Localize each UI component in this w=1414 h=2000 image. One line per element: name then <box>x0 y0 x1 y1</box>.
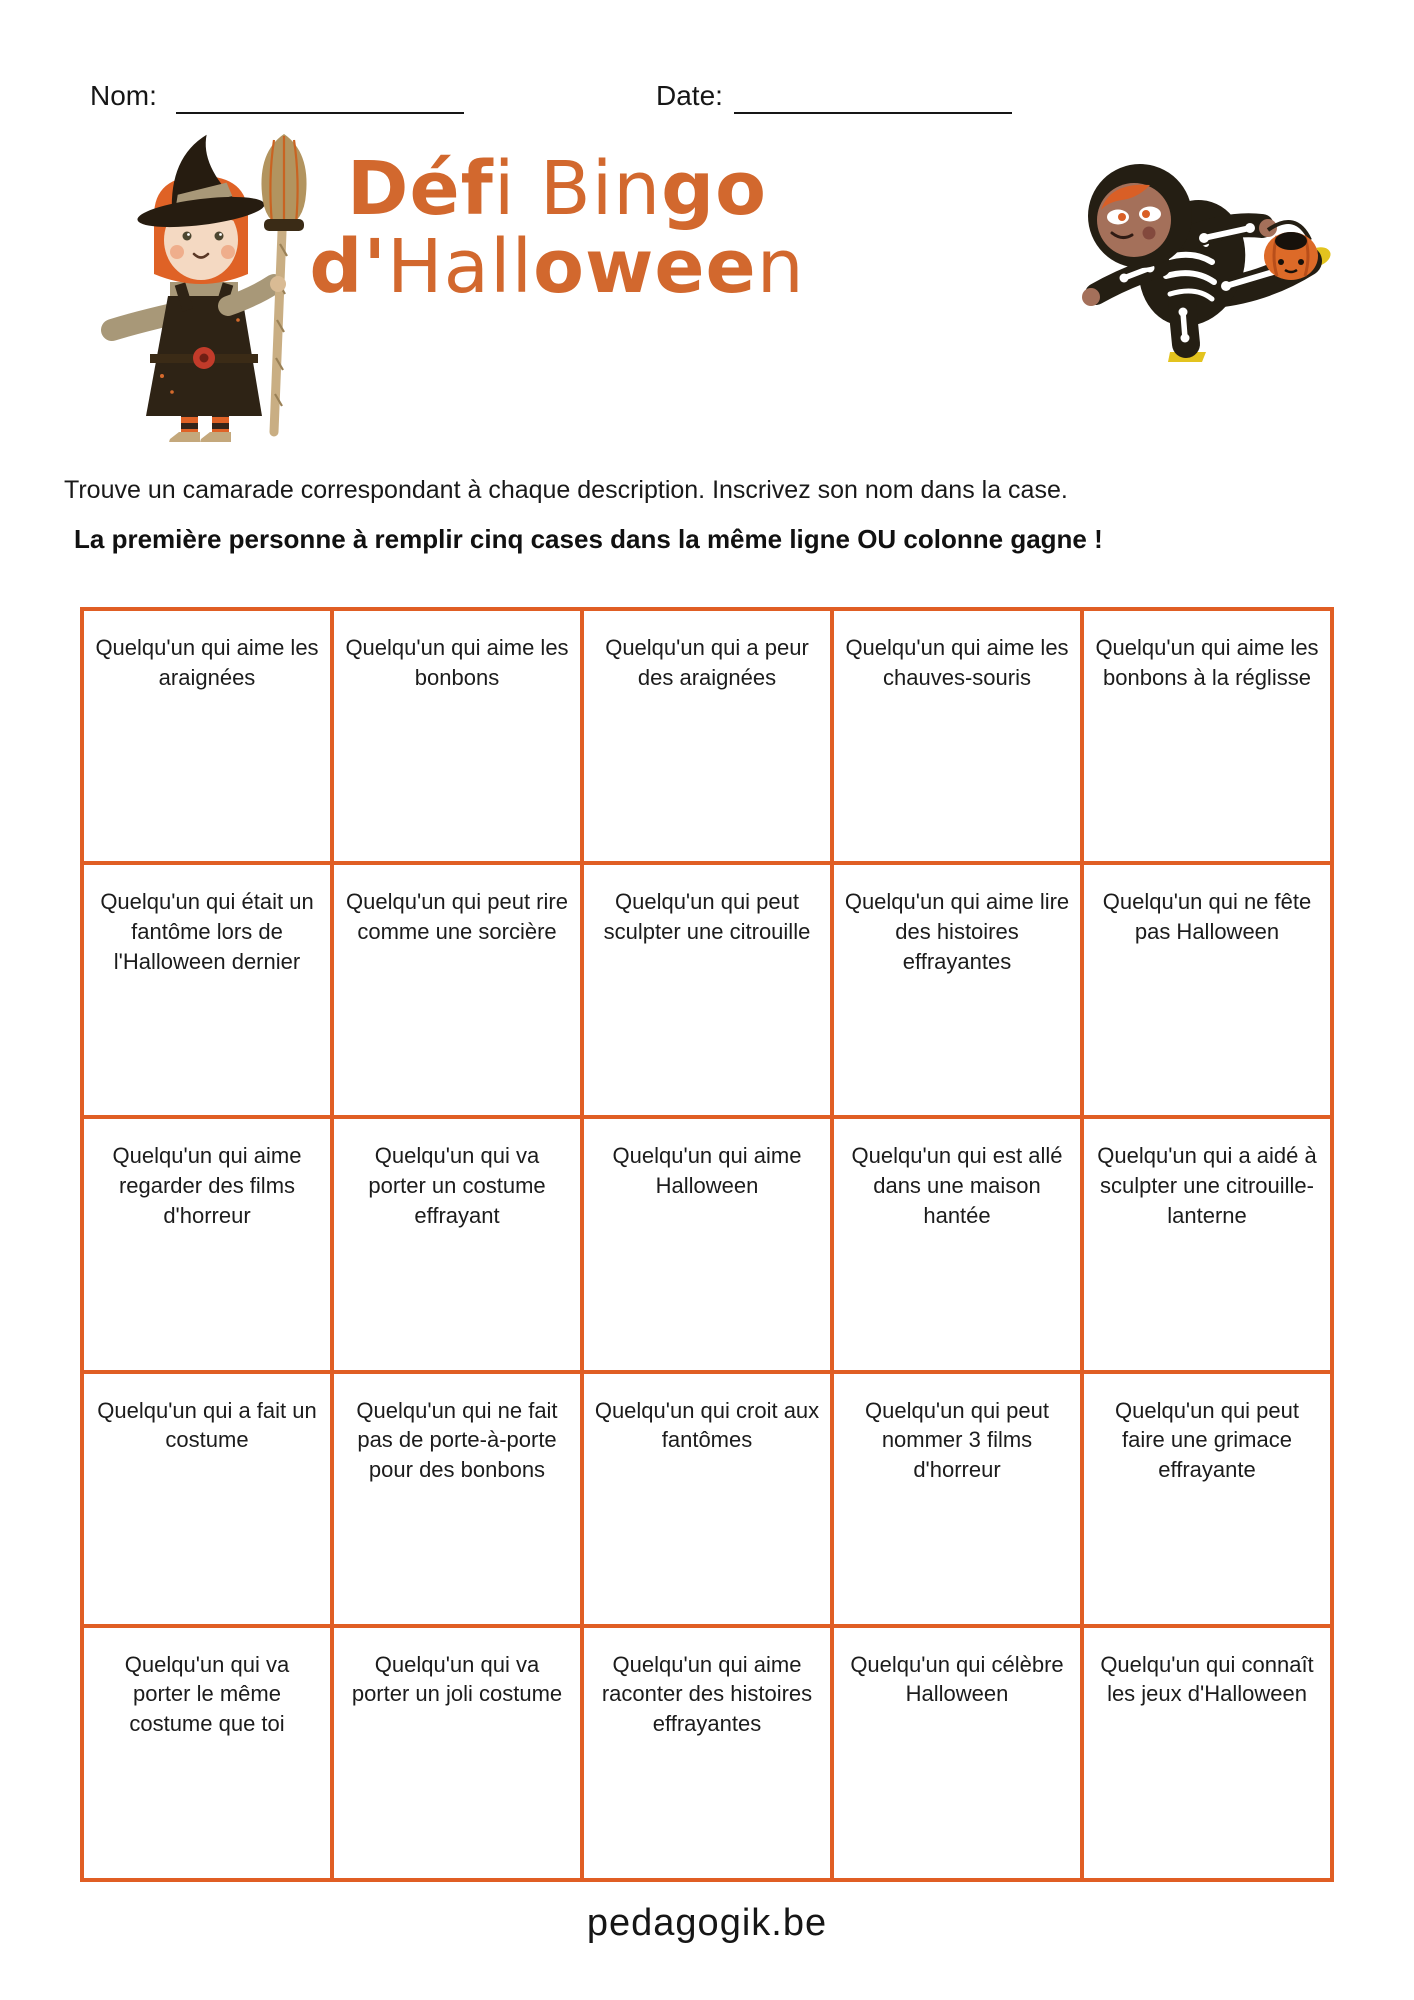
bingo-cell-r4c4: Quelqu'un qui peut nommer 3 films d'horreur <box>832 1372 1082 1626</box>
bingo-cell-r1c1: Quelqu'un qui aime les araignées <box>82 609 332 863</box>
name-label: Nom: <box>90 80 157 111</box>
bingo-cell-r4c1: Quelqu'un qui a fait un costume <box>82 1372 332 1626</box>
date-write-line <box>734 82 1012 114</box>
bingo-cell-r5c1: Quelqu'un qui va porter le même costume que toi <box>82 1626 332 1880</box>
bingo-cell-r5c5: Quelqu'un qui connaît les jeux d'Halloween <box>1082 1626 1332 1880</box>
skeleton-illustration <box>1064 138 1344 363</box>
footer-site: pedagogik.be <box>586 1902 828 1944</box>
bingo-grid <box>80 607 1334 1882</box>
bingo-cell-r3c5: Quelqu'un qui a aidé à sculpter une citrouille-lanterne <box>1082 1117 1332 1371</box>
bingo-cell-r5c4: Quelqu'un qui célèbre Halloween <box>832 1626 1082 1880</box>
bingo-cell-r2c5: Quelqu'un qui ne fête pas Halloween <box>1082 863 1332 1117</box>
title-line-1: Défi Bingo <box>347 146 767 232</box>
bingo-cell-r1c3: Quelqu'un qui a peur des araignées <box>582 609 832 863</box>
bingo-cell-r3c1: Quelqu'un qui aime regarder des films d'horreur <box>82 1117 332 1371</box>
bingo-cell-r3c3: Quelqu'un qui aime Halloween <box>582 1117 832 1371</box>
bingo-cell-r4c3: Quelqu'un qui croit aux fantômes <box>582 1372 832 1626</box>
bingo-cell-r2c3: Quelqu'un qui peut sculpter une citrouille <box>582 863 832 1117</box>
bingo-cell-r4c2: Quelqu'un qui ne fait pas de porte-à-porte pour des bonbons <box>332 1372 582 1626</box>
bingo-cell-r3c2: Quelqu'un qui va porter un costume effrayant <box>332 1117 582 1371</box>
bingo-cell-r4c5: Quelqu'un qui peut faire une grimace effrayante <box>1082 1372 1332 1626</box>
bingo-cell-r2c1: Quelqu'un qui était un fantôme lors de l'Halloween dernier <box>82 863 332 1117</box>
bingo-cell-r2c4: Quelqu'un qui aime lire des histoires effrayantes <box>832 863 1082 1117</box>
bingo-cell-r3c4: Quelqu'un qui est allé dans une maison hantée <box>832 1117 1082 1371</box>
bingo-cell-r5c2: Quelqu'un qui va porter un joli costume <box>332 1626 582 1880</box>
page-title <box>207 146 907 311</box>
name-write-line <box>176 82 464 114</box>
bingo-cell-r5c3: Quelqu'un qui aime raconter des histoires effrayantes <box>582 1626 832 1880</box>
bingo-cell-r2c2: Quelqu'un qui peut rire comme une sorcière <box>332 863 582 1117</box>
date-label: Date: <box>656 80 723 111</box>
bingo-cell-r1c4: Quelqu'un qui aime les chauves-souris <box>832 609 1082 863</box>
skeleton-kid-icon <box>1064 138 1344 363</box>
title-line-2: d'Halloween <box>309 224 805 311</box>
bingo-cell-r1c5: Quelqu'un qui aime les bonbons à la réglisse <box>1082 609 1332 863</box>
instructions-line-2: La première personne à remplir cinq cases dans la même ligne OU colonne gagne ! <box>74 524 1103 554</box>
bingo-cell-r1c2: Quelqu'un qui aime les bonbons <box>332 609 582 863</box>
instructions-line-1: Trouve un camarade correspondant à chaque description. Inscrivez son nom dans la case. <box>64 476 1068 504</box>
